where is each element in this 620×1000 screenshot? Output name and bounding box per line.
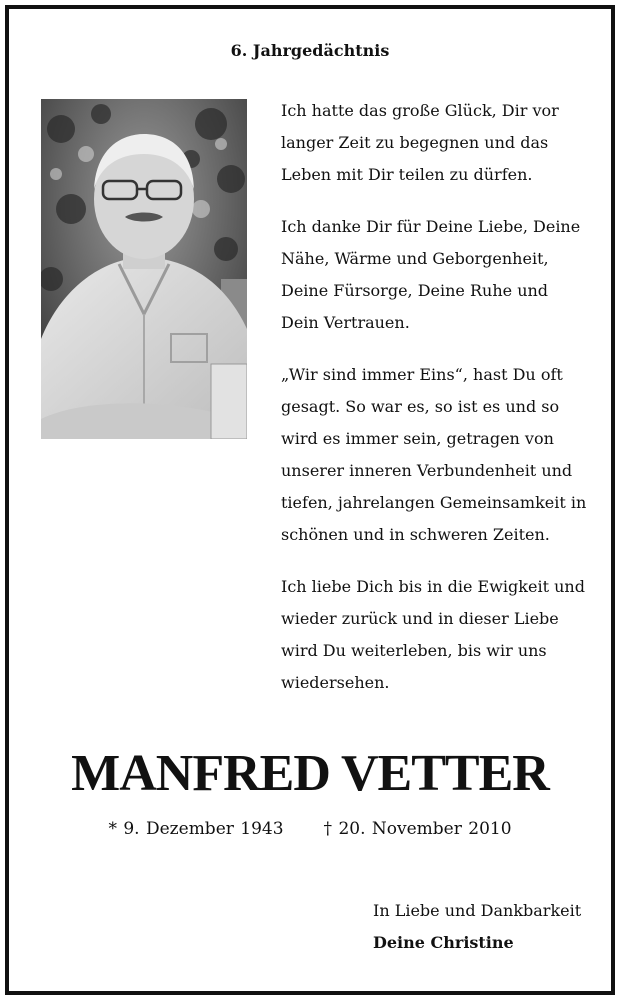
closing-line: In Liebe und Dankbarkeit: [373, 901, 582, 920]
verse-paragraph: Ich hatte das große Glück, Dir vor langer Zeit zu begegnen und das Leben mit Dir teilen zu dürfen.: [281, 101, 559, 184]
deceased-name: MANFRED VETTER: [71, 745, 549, 802]
life-dates: [9, 819, 611, 839]
obituary-frame: [5, 5, 615, 995]
verse-paragraph: Ich liebe Dich bis in die Ewigkeit und wieder zurück und in dieser Liebe wird Du weiterleben, bis wir uns wiedersehen.: [281, 577, 585, 692]
memorial-verse: [281, 95, 599, 719]
anniversary-title: 6. Jahrgedächtnis: [230, 41, 390, 60]
verse-paragraph: „Wir sind immer Eins“, hast Du oft gesagt. So war es, so ist es und so wird es immer sein, getragen von unserer inneren Verbundenheit und tiefen, jahrelangen Gemeinsamkeit in schönen und in schweren Zeiten.: [281, 365, 587, 544]
birth-date: * 9. Dezember 1943: [108, 819, 284, 839]
signature: Deine Christine: [373, 933, 514, 952]
death-date: † 20. November 2010: [323, 819, 512, 839]
portrait-image: [41, 99, 247, 439]
portrait-photo: [41, 99, 247, 439]
verse-paragraph: Ich danke Dir für Deine Liebe, Deine Nähe, Wärme und Geborgenheit, Deine Fürsorge, Deine Ruhe und Dein Vertrauen.: [281, 217, 581, 332]
closing-block: [373, 895, 581, 959]
